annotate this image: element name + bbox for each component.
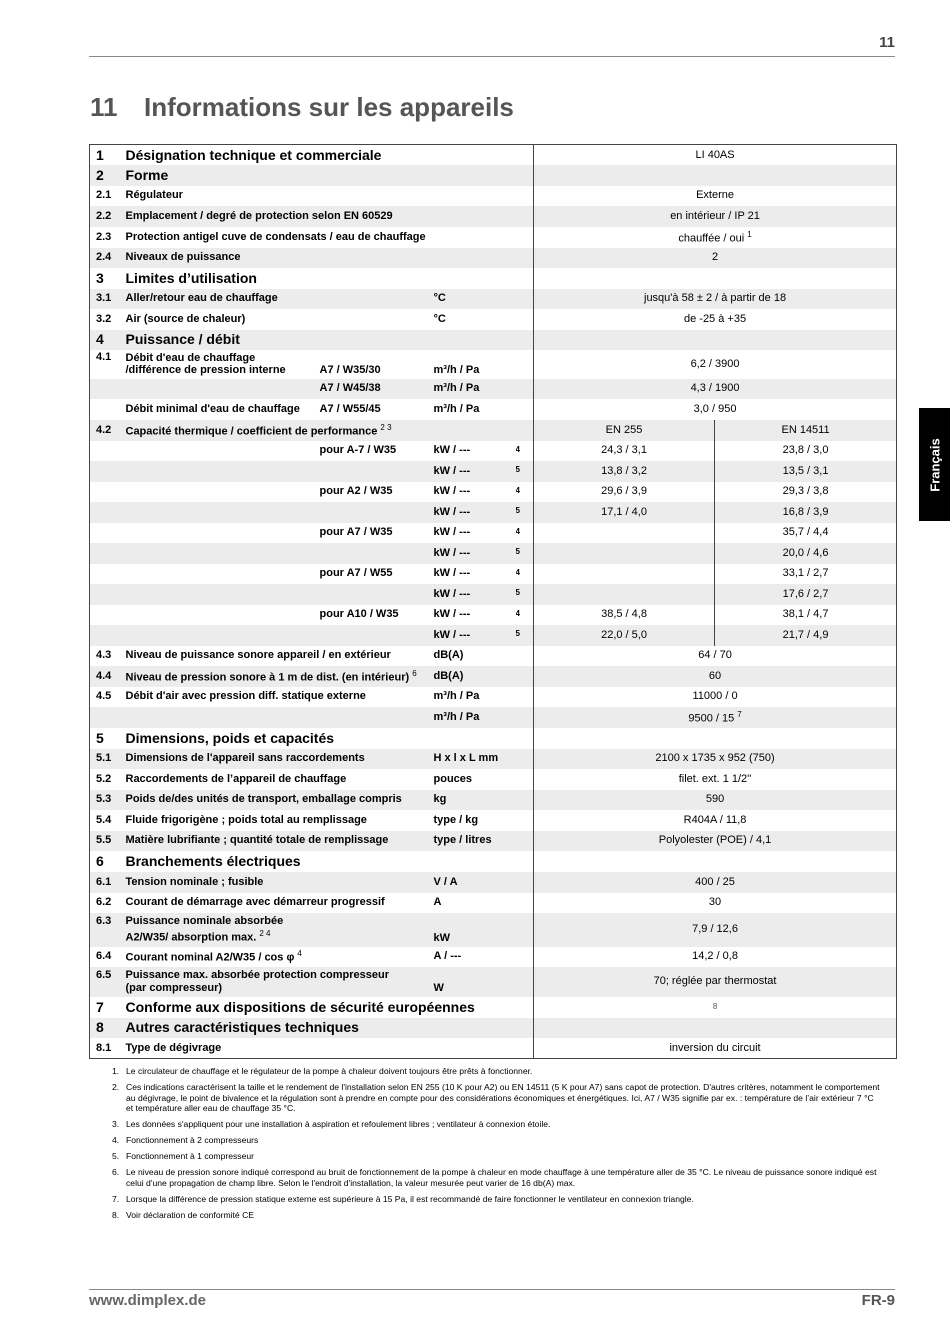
row-value (534, 268, 897, 289)
row-unit: kW / --- (430, 502, 516, 523)
row-label: Courant de démarrage avec démarreur progressif (125, 896, 385, 909)
row-unit: m³/h / Pa (430, 707, 534, 728)
row-number: 2.3 (96, 230, 112, 243)
table-row (90, 145, 897, 165)
chapter-number: 11 (90, 92, 118, 122)
footnote-ref: 4 (515, 485, 520, 495)
value-en14511: 17,6 / 2,7 (715, 584, 897, 605)
row-unit: kg (430, 790, 534, 810)
table-row (90, 330, 897, 350)
row-unit: kW / --- (433, 567, 471, 580)
table-row (90, 206, 897, 227)
footnote-ref: 5 (516, 584, 534, 605)
row-condition: A7 / W45/38 (316, 379, 430, 399)
row-label: Poids de/des unités de transport, emballage compris (122, 790, 430, 810)
row-condition: pour A7 / W35 (319, 526, 393, 539)
row-label: Désignation technique et commerciale (125, 146, 382, 163)
footer-page-number: FR-9 (861, 1292, 895, 1309)
table-row (90, 350, 897, 379)
row-value: 400 / 25 (534, 872, 897, 893)
row-number: 5.4 (96, 813, 112, 826)
footnote-number: 6. (112, 1167, 120, 1177)
table-row (90, 913, 897, 947)
row-unit: pouces (433, 772, 473, 785)
page-number: 11 (879, 34, 895, 51)
value-en255 (534, 543, 715, 564)
footnote-ref: 4 (515, 567, 520, 577)
row-number: 6.5 (90, 967, 122, 997)
table-row (90, 810, 897, 831)
label-line: Puissance nominale absorbée (125, 915, 284, 928)
label-text: Courant nominal A2/W35 / cos φ (125, 952, 295, 965)
row-condition: pour A7 / W55 (319, 567, 393, 580)
row-label (122, 913, 430, 947)
row-label: Tension nominale ; fusible (122, 872, 430, 893)
row-unit: kW (430, 913, 534, 947)
footnote-number: 4. (112, 1135, 120, 1145)
row-label: Débit minimal d'eau de chauffage (125, 402, 300, 415)
row-unit: dB(A) (430, 666, 534, 687)
value-en255: 17,1 / 4,0 (534, 502, 715, 523)
row-unit: V / A (430, 872, 534, 893)
row-label: Puissance / débit (122, 330, 534, 350)
table-row (90, 967, 897, 997)
footnote-text: Le niveau de pression sonore indiqué correspond au bruit de fonctionnement de la pompe à chaleur en mode chauffage à une température aller de 35 °C. Le niveau de puissance sonore indiqué est celui d'une propagation de champ libre. Selon le l'endroit d'installation, la valeur mesurée peut varier de 16 db(A) max. (126, 1167, 877, 1188)
row-label: Dimensions de l'appareil sans raccordements (122, 749, 430, 769)
footnote-number: 1. (112, 1066, 120, 1076)
row-number: 3.1 (90, 289, 122, 309)
footnote-ref: 4 (515, 444, 520, 454)
row-unit: m³/h / Pa (433, 402, 480, 415)
row-value (534, 227, 897, 248)
table-row (90, 831, 897, 851)
row-unit: dB(A) (433, 649, 464, 662)
value-en255: 22,0 / 5,0 (534, 625, 715, 646)
footnote-number: 2. (112, 1082, 120, 1092)
value-en255: 38,5 / 4,8 (534, 605, 715, 625)
value-en14511: 33,1 / 2,7 (782, 567, 829, 580)
table-row (90, 584, 897, 605)
footnote-text: Fonctionnement à 1 compresseur (126, 1151, 255, 1161)
table-row (90, 1018, 897, 1038)
row-value: de -25 à +35 (534, 309, 897, 330)
language-tab[interactable] (919, 408, 950, 521)
row-number: 8 (90, 1018, 122, 1038)
row-unit: m³/h / Pa (430, 379, 534, 399)
table-row (90, 893, 897, 913)
row-label: Régulateur (125, 189, 183, 202)
footnote (112, 1135, 882, 1146)
table-row (90, 461, 897, 482)
row-label (122, 379, 316, 399)
value-en14511: 20,0 / 4,6 (715, 543, 897, 564)
row-number: 3 (96, 269, 104, 286)
table-row (90, 666, 897, 687)
footnote-ref: 1 (747, 230, 752, 240)
row-value: inversion du circuit (534, 1038, 897, 1059)
row-label: Air (source de chaleur) (125, 312, 246, 325)
row-value: Externe (534, 186, 897, 206)
row-label: Autres caractéristiques techniques (122, 1018, 534, 1038)
footnote (112, 1194, 882, 1205)
row-value: 7,9 / 12,6 (534, 913, 897, 947)
footnote-ref: 4 (515, 526, 520, 536)
row-value: Polyolester (POE) / 4,1 (534, 831, 897, 851)
row-condition: pour A-7 / W35 (319, 444, 397, 457)
row-unit: kW / --- (433, 608, 471, 621)
value-text: chauffée / oui (678, 233, 745, 245)
top-rule (89, 56, 895, 57)
value-en14511: 35,7 / 4,4 (782, 526, 829, 539)
row-label: Branchements électriques (125, 852, 301, 869)
table-row (90, 420, 897, 441)
row-value: 64 / 70 (534, 646, 897, 666)
row-value: 30 (534, 893, 897, 913)
column-header-en14511: EN 14511 (715, 420, 897, 441)
row-number: 5.5 (90, 831, 122, 851)
spec-table (89, 144, 897, 1059)
row-number: 5.1 (90, 749, 122, 769)
table-row (90, 165, 897, 186)
row-number: 6.3 (90, 913, 122, 947)
value-en255 (534, 584, 715, 605)
footnote-ref: 6 (412, 668, 417, 678)
row-unit: type / kg (433, 813, 479, 826)
table-row (90, 564, 897, 584)
row-label: Conforme aux dispositions de sécurité européennes (125, 998, 475, 1015)
row-number: 5 (96, 729, 104, 746)
row-value: R404A / 11,8 (534, 810, 897, 831)
footnote-ref: 2 4 (259, 928, 271, 938)
row-condition (316, 584, 430, 605)
label-line: /différence de pression interne (125, 364, 286, 376)
footnote (112, 1151, 882, 1162)
label-line: Débit d'eau de chauffage (125, 351, 256, 364)
value-en255 (534, 564, 715, 584)
row-label: Emplacement / degré de protection selon EN 60529 (122, 206, 534, 227)
row-value: jusqu'à 58 ± 2 / à partir de 18 (534, 289, 897, 309)
footnote-ref: 5 (516, 461, 534, 482)
table-row (90, 728, 897, 749)
footnote-ref: 5 (516, 502, 534, 523)
row-label (122, 666, 430, 687)
row-value: 11000 / 0 (534, 687, 897, 707)
footnote-ref: 4 (515, 608, 520, 618)
row-unit: W (430, 967, 534, 997)
row-label: Limites d’utilisation (125, 269, 257, 286)
row-number: 1 (96, 146, 104, 163)
table-row (90, 482, 897, 502)
table-row (90, 186, 897, 206)
row-condition: A7 / W35/30 (319, 364, 381, 376)
row-unit: kW / --- (430, 461, 516, 482)
footnote-text: Les données s'appliquent pour une installation à aspiration et refoulement libres ; ventilateur à connexion étoile. (126, 1119, 551, 1129)
row-number: 3.2 (96, 312, 112, 325)
value-en14511: 16,8 / 3,9 (715, 502, 897, 523)
column-header-en255: EN 255 (534, 420, 715, 441)
table-row (90, 268, 897, 289)
row-condition: pour A2 / W35 (319, 485, 393, 498)
row-label (122, 967, 430, 997)
footnote (112, 1119, 882, 1130)
footnote-number: 7. (112, 1193, 120, 1204)
footnote-number: 5. (112, 1151, 120, 1161)
row-number: 6 (96, 852, 104, 869)
table-row (90, 872, 897, 893)
row-unit: kW / --- (430, 543, 516, 564)
row-number: 6.4 (96, 950, 112, 963)
footnote (112, 1082, 882, 1114)
row-value: 2 (534, 248, 897, 268)
footnote-text: Fonctionnement à 2 compresseurs (126, 1135, 259, 1145)
row-value: 3,0 / 950 (534, 399, 897, 420)
table-row (90, 605, 897, 625)
value-text: 9500 / 15 (688, 712, 735, 725)
row-condition (316, 625, 430, 646)
row-label: Dimensions, poids et capacités (125, 729, 335, 746)
table-row (90, 790, 897, 810)
footnote-text: Ces indications caractérisent la taille et le rendement de l'installation selon EN 255 (10 K pour A2) ou EN 14511 (5 K pour A7) sans capot de protection. D'autres critères, notamment le comportement au dégivrage, le point de bivalence et la régulation sont à prendre en compte pour des considérations économiques et énergétiques. Ici, A7 / W35 signifie par ex. : température de l’air extérieur 7 °C et température aller eau de chauffage 35 °C. (126, 1082, 880, 1113)
row-value: 8 (534, 997, 897, 1018)
row-value: 14,2 / 0,8 (534, 947, 897, 967)
table-row (90, 379, 897, 399)
footnote (112, 1210, 882, 1221)
row-label: Aller/retour eau de chauffage (122, 289, 430, 309)
row-number: 5.3 (90, 790, 122, 810)
row-number: 4.3 (96, 649, 112, 662)
row-unit: A (433, 896, 442, 909)
row-condition: pour A10 / W35 (319, 608, 399, 621)
row-value: en intérieur / IP 21 (534, 206, 897, 227)
row-number: 5.2 (96, 772, 112, 785)
row-number: 7 (96, 998, 104, 1015)
website-link[interactable]: www.dimplex.de (89, 1292, 206, 1309)
row-unit: °C (433, 312, 446, 325)
row-value: 4,3 / 1900 (534, 379, 897, 399)
row-number: 4.2 (90, 420, 122, 441)
row-number: 2.1 (96, 189, 112, 202)
footnote-number: 8. (112, 1209, 120, 1220)
table-row (90, 947, 897, 967)
row-number (90, 379, 122, 399)
row-label: Raccordements de l’appareil de chauffage (125, 772, 347, 785)
footnote (112, 1167, 882, 1188)
page-title (90, 92, 514, 123)
row-value: filet. ext. 1 1/2'' (534, 769, 897, 790)
row-value (534, 851, 897, 872)
value-en14511: 13,5 / 3,1 (715, 461, 897, 482)
row-value: LI 40AS (534, 145, 897, 165)
label-line: (par compresseur) (125, 981, 223, 994)
row-condition (316, 543, 430, 564)
row-value: 2100 x 1735 x 952 (750) (534, 749, 897, 769)
value-en14511: 29,3 / 3,8 (782, 485, 829, 498)
row-value: 6,2 / 3900 (534, 350, 897, 379)
value-en255 (534, 523, 715, 543)
row-label: Fluide frigorigène ; poids total au remplissage (125, 813, 367, 826)
chapter-title: Informations sur les appareils (144, 92, 514, 122)
table-row (90, 543, 897, 564)
label-line: Puissance max. absorbée protection compresseur (125, 969, 389, 981)
value-en14511: 21,7 / 4,9 (715, 625, 897, 646)
row-label: Niveaux de puissance (122, 248, 534, 268)
footnote (112, 1066, 882, 1077)
row-number: 4.4 (90, 666, 122, 687)
row-value (534, 707, 897, 728)
row-unit: H x l x L mm (430, 749, 534, 769)
row-number: 2 (90, 165, 122, 186)
row-number: 2.2 (90, 206, 122, 227)
table-row (90, 769, 897, 790)
row-label: Niveau de puissance sonore appareil / en extérieur (125, 649, 391, 662)
row-unit: m³/h / Pa (433, 690, 480, 703)
row-unit: °C (430, 289, 534, 309)
row-value (534, 728, 897, 749)
table-row (90, 687, 897, 707)
table-row (90, 227, 897, 248)
row-condition (316, 461, 430, 482)
row-label: Type de dégivrage (125, 1041, 222, 1054)
value-en255: 13,8 / 3,2 (534, 461, 715, 482)
table-row (90, 289, 897, 309)
row-number: 4.1 (96, 350, 112, 363)
row-condition (316, 502, 430, 523)
language-tab-label: Français (927, 437, 942, 492)
footnote-ref: 5 (516, 625, 534, 646)
row-label (122, 947, 430, 967)
footnote-text: Le circulateur de chauffage et le régulateur de la pompe à chaleur doivent toujours être prêts à fonctionner. (126, 1066, 533, 1076)
row-number: 6.1 (90, 872, 122, 893)
value-en255: 24,3 / 3,1 (534, 441, 715, 461)
footnote-ref: 4 (297, 949, 302, 959)
row-number: 4.5 (96, 690, 112, 703)
row-unit: kW / --- (430, 625, 516, 646)
footnote-ref: 7 (737, 709, 742, 719)
row-number: 2.4 (90, 248, 122, 268)
label-line (126, 928, 426, 944)
row-value (534, 1018, 897, 1038)
table-row (90, 707, 897, 728)
row-number: 8.1 (96, 1041, 112, 1054)
label-text: A2/W35/ absorption max. (125, 931, 257, 944)
row-condition: A7 / W55/45 (319, 402, 381, 415)
row-unit: kW / --- (433, 485, 471, 498)
table-row (90, 749, 897, 769)
row-value: 590 (534, 790, 897, 810)
row-unit: m³/h / Pa (433, 364, 480, 376)
table-row (90, 625, 897, 646)
row-label: Débit d'air avec pression diff. statique externe (125, 690, 366, 703)
row-label: Forme (122, 165, 534, 186)
table-row (90, 523, 897, 543)
table-row (90, 441, 897, 461)
table-row (90, 646, 897, 666)
table-row (90, 1038, 897, 1059)
bottom-rule (89, 1289, 895, 1290)
row-unit: kW / --- (433, 526, 471, 539)
row-value (534, 330, 897, 350)
row-unit: type / litres (430, 831, 534, 851)
table-row (90, 851, 897, 872)
row-label: Protection antigel cuve de condensats / eau de chauffage (125, 230, 426, 243)
row-value (534, 165, 897, 186)
footnote-ref: 5 (516, 543, 534, 564)
row-label (122, 420, 534, 441)
table-row (90, 502, 897, 523)
row-unit: kW / --- (433, 444, 471, 457)
value-en14511: 23,8 / 3,0 (782, 444, 829, 457)
row-number: 6.2 (96, 896, 112, 909)
value-en255: 29,6 / 3,9 (534, 482, 715, 502)
row-number (90, 399, 122, 420)
label-text: Capacité thermique / coefficient de performance (125, 425, 378, 438)
row-value: 60 (534, 666, 897, 687)
table-row (90, 309, 897, 330)
row-value: 70; réglée par thermostat (534, 967, 897, 997)
row-label: Matière lubrifiante ; quantité totale de remplissage (122, 831, 430, 851)
value-en14511: 38,1 / 4,7 (782, 608, 829, 621)
row-unit: kW / --- (430, 584, 516, 605)
table-row (90, 399, 897, 420)
footnote-ref: 2 3 (380, 422, 392, 432)
label-text: Niveau de pression sonore à 1 m de dist. (en intérieur) (125, 671, 410, 684)
row-unit: A / --- (433, 950, 462, 963)
row-label (122, 350, 316, 379)
footnotes (112, 1066, 882, 1226)
footnote-text: Voir déclaration de conformité CE (126, 1209, 255, 1220)
footnote-number: 3. (112, 1119, 120, 1129)
table-row (90, 248, 897, 268)
row-number: 4 (90, 330, 122, 350)
footnote-text: Lorsque la différence de pression statique externe est supérieure à 15 Pa, il est recommandé de faire fonctionner le ventilateur en connexion triangle. (126, 1193, 694, 1204)
table-row (90, 997, 897, 1018)
